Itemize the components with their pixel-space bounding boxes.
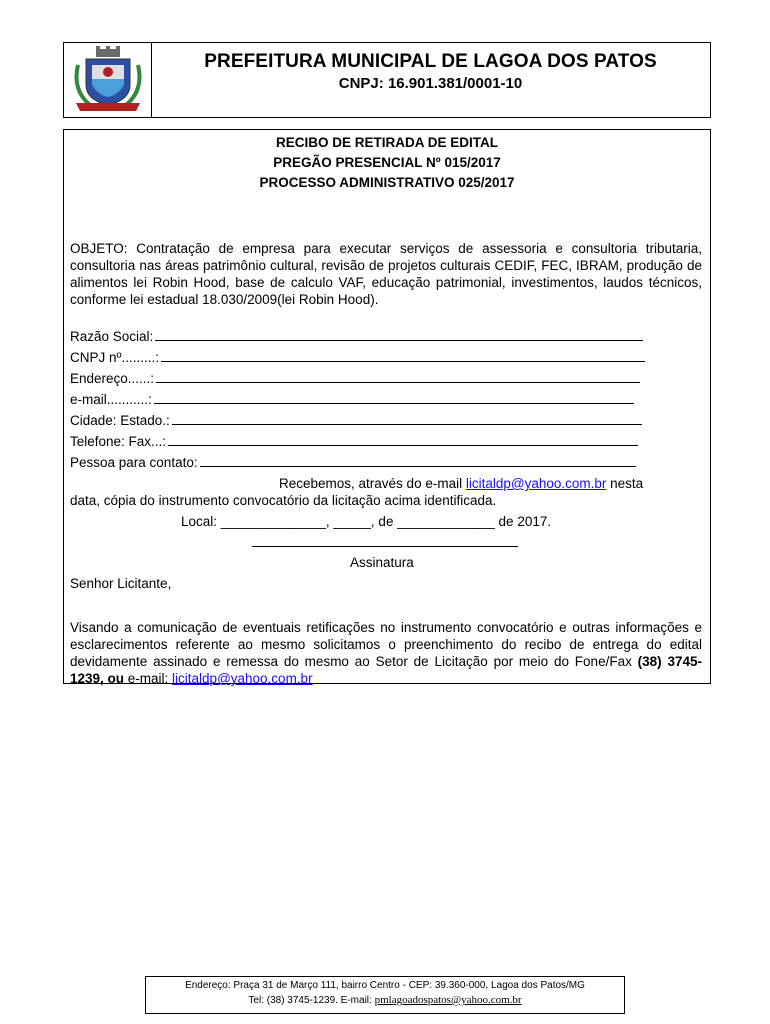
field-label: e-mail...........: (70, 392, 152, 407)
receipt-box (63, 129, 711, 684)
received-email-link[interactable]: licitaldp@yahoo.com.br (465, 476, 607, 491)
field-input-line[interactable] (156, 370, 640, 383)
footer-tel: Tel: (38) 3745-1239. E-mail: (248, 995, 375, 1006)
processo-line: PROCESSO ADMINISTRATIVO 025/2017 (259, 175, 515, 190)
notice-phone: (38) 3745-1239, ou (70, 654, 702, 686)
coat-of-arms-icon (68, 45, 148, 115)
field-cnpj[interactable] (70, 349, 645, 365)
local-date-line: Local: ______________, _____, de _____________ de 2017. (181, 514, 552, 529)
field-input-line[interactable] (200, 454, 636, 467)
field-pessoa-contato[interactable] (70, 454, 636, 470)
field-label: Endereço......: (70, 371, 155, 386)
field-label: Telefone: Fax...: (70, 434, 167, 449)
field-label: Cidade: Estado.: (70, 413, 170, 428)
field-label: CNPJ nº.........: (70, 350, 159, 365)
field-razao-social[interactable] (70, 328, 643, 344)
receipt-title: RECIBO DE RETIRADA DE EDITAL (275, 135, 498, 150)
footer-address: Endereço: Praça 31 de Março 111, bairro Centro - CEP: 39.360-000, Lagoa dos Patos/MG (185, 980, 585, 991)
footer-contact (146, 994, 624, 1006)
field-telefone-fax[interactable] (70, 433, 638, 449)
notice-email-link[interactable]: licitaldp@yahoo.com.br (172, 671, 313, 686)
field-endereco[interactable] (70, 370, 640, 386)
logo-cell (64, 43, 152, 117)
footer-box (145, 976, 625, 1014)
field-input-line[interactable] (155, 328, 643, 341)
footer-email-link[interactable]: pmlagoadospatos@yahoo.com.br (374, 994, 522, 1006)
notice-paragraph (70, 619, 702, 687)
field-input-line[interactable] (172, 412, 642, 425)
field-input-line[interactable] (154, 391, 634, 404)
received-line (279, 476, 643, 491)
notice-text: Visando a comunicação de eventuais retificações no instrumento convocatório e outras informações e esclarecimentos referente ao mesmo solicitamos o preenchimento do recibo de entrega do edital devidamente assinado e remessa do mesmo ao Setor de Licitação por meio do Fone/Fax (70, 620, 702, 669)
signature-line (252, 546, 518, 547)
received-suffix: nesta (606, 476, 644, 491)
objeto-paragraph: OBJETO: Contratação de empresa para executar serviços de assessoria e consultoria tributaria, consultoria nas áreas patrimônio cultural, revisão de projetos culturais CEDIF, FEC, IBRAM, produção de alimentos lei Robin Hood, base de calculo VAF, educação patrimonial, investimentos, laudos técnicos, conforme lei estadual 18.030/2009(lei Robin Hood). (70, 241, 702, 307)
field-email[interactable] (70, 391, 634, 407)
field-input-line[interactable] (161, 349, 645, 362)
field-input-line[interactable] (168, 433, 638, 446)
field-label: Razão Social: (70, 329, 154, 344)
received-line-2: data, cópia do instrumento convocatório da licitação acima identificada. (70, 493, 497, 508)
cnpj-line: CNPJ: 16.901.381/0001-10 (338, 75, 523, 92)
pregao-line: PREGÃO PRESENCIAL Nº 015/2017 (273, 155, 501, 170)
field-cidade-estado[interactable] (70, 412, 642, 428)
greeting: Senhor Licitante, (70, 576, 172, 591)
received-prefix: Recebemos, através do e-mail (279, 476, 466, 491)
notice-email-prefix: e-mail: (124, 671, 173, 686)
field-label: Pessoa para contato: (70, 455, 198, 470)
page-title: PREFEITURA MUNICIPAL DE LAGOA DOS PATOS (204, 51, 657, 72)
signature-label: Assinatura (350, 555, 414, 570)
header-box (63, 42, 711, 118)
